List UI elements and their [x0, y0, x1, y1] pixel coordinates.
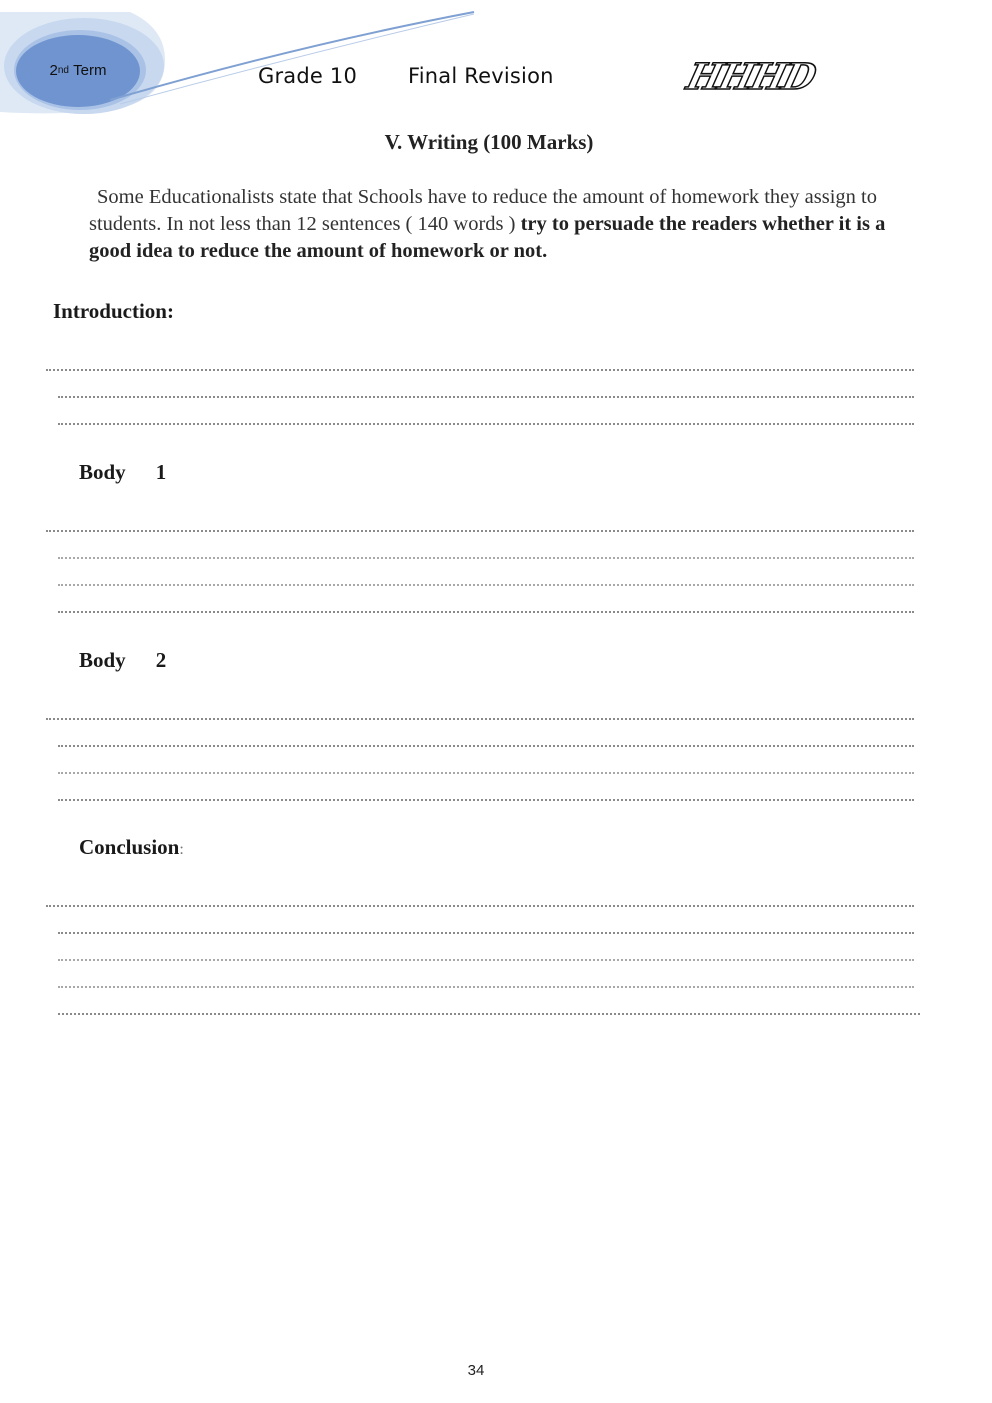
writing-line[interactable] [46, 718, 914, 720]
writing-prompt [89, 184, 909, 265]
term-badge [14, 35, 142, 105]
conclusion-label [79, 835, 184, 860]
writing-line[interactable] [46, 530, 914, 532]
writing-line[interactable] [58, 799, 914, 801]
writing-line[interactable] [58, 745, 914, 747]
body2-number: 2 [155, 648, 167, 672]
page-number: 34 [467, 1362, 485, 1379]
writing-line[interactable] [58, 932, 914, 934]
prompt-text: Some Educationalists state that Schools have to reduce the amount of homework they assign to students. In not less than 12 sentences ( 140 words ) [89, 186, 877, 235]
conclusion-label-text: Conclusion [79, 835, 180, 859]
writing-line[interactable] [46, 905, 914, 907]
body1-label [79, 460, 166, 485]
introduction-label: Introduction: [53, 299, 174, 323]
conclusion-colon: : [179, 841, 184, 858]
signature-logo: HHHD [682, 56, 819, 98]
term-number: 2 [49, 61, 58, 79]
writing-line[interactable] [58, 584, 914, 586]
prompt-bold-text: try to persuade the readers whether it is a good idea to reduce the amount of homework or not. [89, 213, 886, 262]
body2-label-text: Body [79, 648, 126, 672]
writing-line[interactable] [58, 986, 914, 988]
writing-line[interactable] [58, 959, 914, 961]
writing-line[interactable] [58, 396, 914, 398]
writing-line[interactable] [58, 423, 914, 425]
term-word: Term [73, 61, 107, 79]
body1-label-text: Body [79, 460, 126, 484]
section-title: V. Writing (100 Marks) [384, 130, 594, 154]
grade-label: Grade 10 [258, 64, 358, 88]
writing-line[interactable] [58, 772, 914, 774]
writing-line[interactable] [58, 611, 914, 613]
writing-line[interactable] [58, 557, 914, 559]
writing-line[interactable] [58, 1013, 920, 1015]
body2-label [79, 648, 166, 673]
term-suffix: nd [57, 64, 69, 76]
body1-number: 1 [155, 460, 167, 484]
header-title: Final Revision [408, 64, 554, 88]
writing-line[interactable] [46, 369, 914, 371]
